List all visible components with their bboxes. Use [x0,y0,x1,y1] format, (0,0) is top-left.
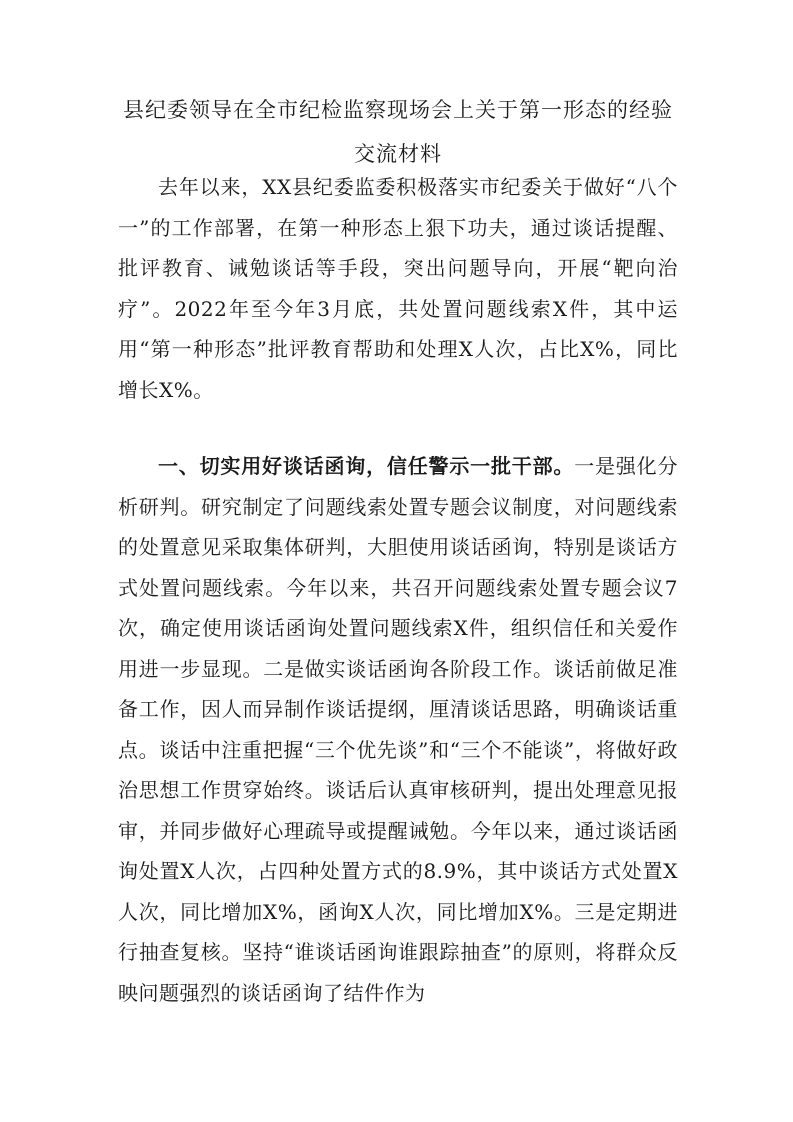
document-title-line-1: 县纪委领导在全市纪检监察现场会上关于第一形态的经验 [123,98,673,122]
section-1-paragraph [118,446,678,1013]
document-title-line-2: 交流材料 [354,142,442,166]
document-title [118,88,678,176]
section-1-body: 一是强化分析研判。研究制定了问题线索处置专题会议制度，对问题线索的处置意见采取集体研判，大胆使用谈话函询，特别是谈话方式处置问题线索。今年以来，共召开问题线索处置专题会议7次，确定使用谈话函询处置问题线索X件，组织信任和关爱作用进一步显现。二是做实谈话函询各阶段工作。谈话前做足准备工作，因人而异制作谈话提纲，厘清谈话思路，明确谈话重点。谈话中注重把握“三个优先谈”和“三个不能谈”，将做好政治思想工作贯穿始终。谈话后认真审核研判，提出处理意见报审，并同步做好心理疏导或提醒诫勉。今年以来，通过谈话函询处置X人次，占四种处置方式的8.9%，其中谈话方式处置X人次，同比增加X%，函询X人次，同比增加X%。三是定期进行抽查复核。坚持“谁谈话函询谁跟踪抽查”的原则，将群众反映问题强烈的谈话函询了结件作为 [118,454,678,1005]
intro-paragraph: 去年以来，XX县纪委监委积极落实市纪委关于做好“八个一”的工作部署，在第一种形态上狠下功夫，通过谈话提醒、批评教育、诫勉谈话等手段，突出问题导向，开展“靶向治疗”。2022年至今年3月底，共处置问题线索X件，其中运用“第一种形态”批评教育帮助和处理X人次，占比X%，同比增长X%。 [118,175,678,402]
section-1-heading: 一、切实用好谈话函询，信任警示一批干部。 [158,454,575,478]
